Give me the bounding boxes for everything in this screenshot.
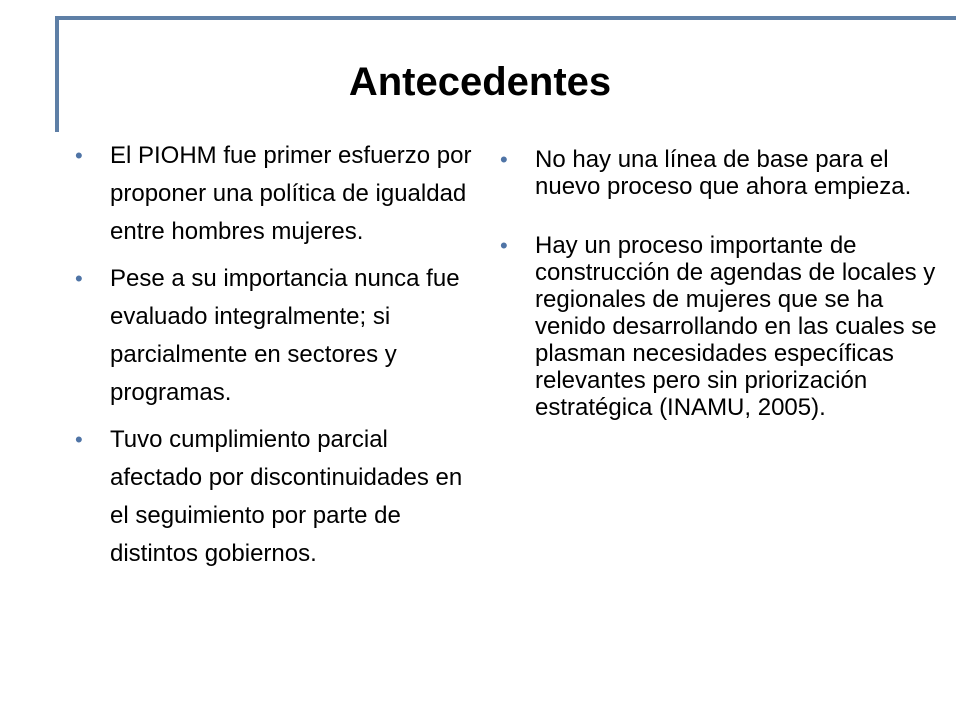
list-item [500, 146, 940, 200]
list-item [500, 232, 940, 421]
bullet-icon: • [500, 233, 508, 258]
list-item [75, 137, 475, 251]
bullet-icon: • [75, 143, 83, 168]
bullet-text: Tuvo cumplimiento parcial afectado por discontinuidades en el seguimiento por parte de distintos gobiernos. [110, 426, 463, 567]
bullet-text: Pese a su importancia nunca fue evaluado integralmente; si parcialmente en sectores y programas. [110, 265, 460, 406]
left-bullet-list [75, 137, 475, 582]
bullet-icon: • [75, 427, 83, 452]
frame-top-line [55, 16, 956, 20]
bullet-text: Hay un proceso importante de construcción de agendas de locales y regionales de mujeres que se ha venido desarrollando en las cuales se plasman necesidades específicas relevantes pero sin priorización estratégica (INAMU, 2005). [535, 232, 937, 421]
list-item [75, 421, 475, 573]
bullet-text: No hay una línea de base para el nuevo proceso que ahora empieza. [535, 146, 912, 200]
slide-title: Antecedentes [348, 60, 612, 104]
list-item [75, 260, 475, 412]
bullet-icon: • [500, 147, 508, 172]
bullet-text: El PIOHM fue primer esfuerzo por proponer una política de igualdad entre hombres mujeres. [110, 142, 472, 245]
bullet-icon: • [75, 266, 83, 291]
right-bullet-list [500, 146, 940, 453]
